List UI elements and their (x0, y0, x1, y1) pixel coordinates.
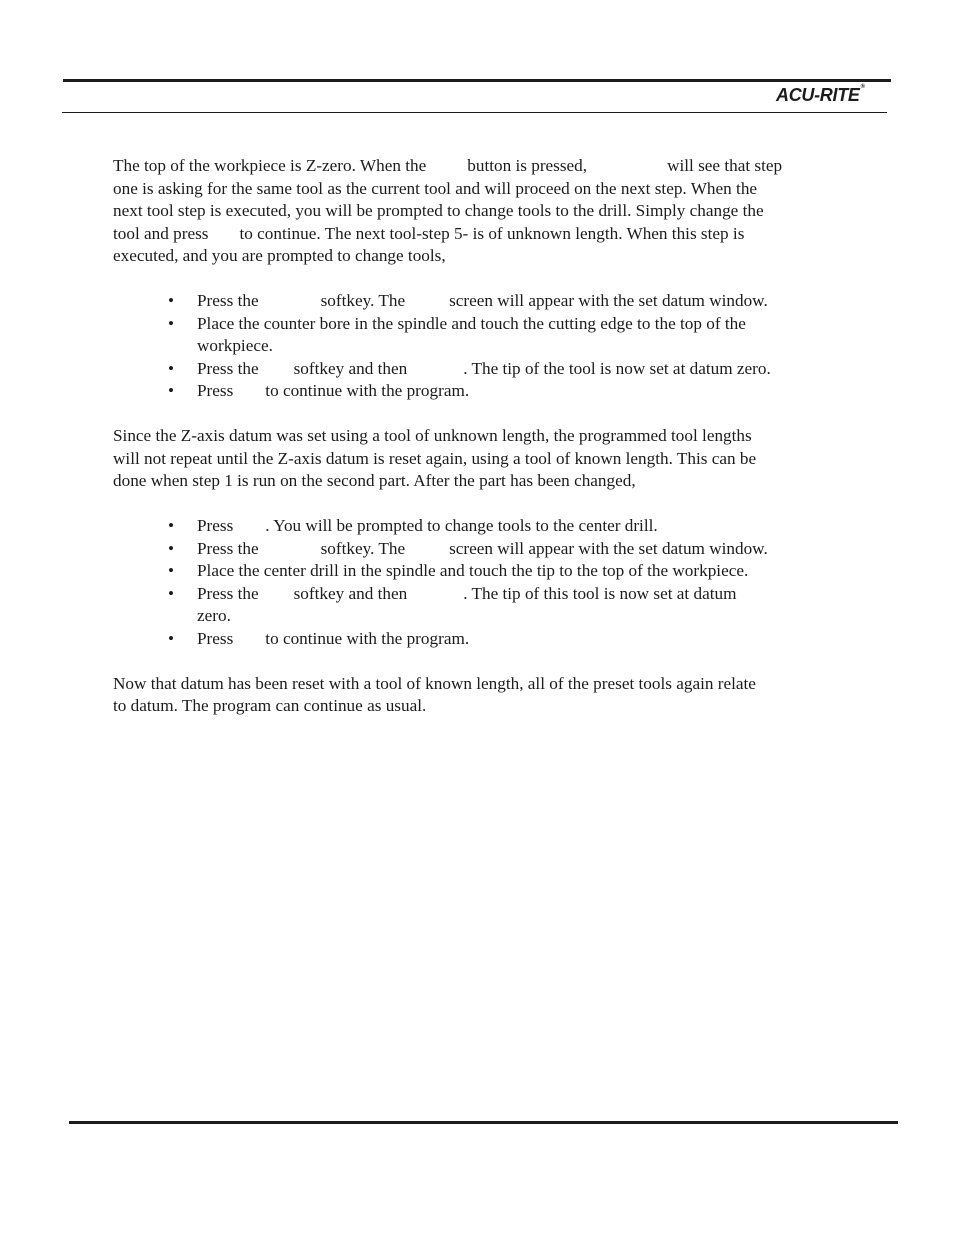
text-line: one is asking for the same tool as the current tool and will proceed on the next step. When the (113, 178, 758, 198)
list-item: • Place the counter bore in the spindle and touch the cutting edge to the top of the workpiece. (168, 313, 746, 355)
list-item: • Press . You will be prompted to change tools to the center drill. (113, 515, 843, 538)
header-rule (63, 79, 891, 82)
bullet: • (168, 561, 175, 580)
list-item: • Press the softkey and then . The tip of the tool is now set at datum zero. (113, 358, 843, 381)
footer-rule (69, 1121, 898, 1124)
text-line: next tool step is executed, you will be prompted to change tools to the drill. Simply change the (113, 201, 764, 220)
steps-list-reset-datum (113, 515, 843, 650)
bullet: • (168, 538, 175, 558)
bullet: • (168, 628, 175, 648)
text-line: to datum. The program can continue as usual. (113, 696, 427, 715)
text-line: done when step 1 is run on the second part. After the part has been changed, (113, 471, 636, 490)
paragraph-conclusion (113, 673, 843, 718)
bullet: • (168, 583, 175, 603)
list-item: • Press to continue with the program. (113, 628, 843, 651)
steps-list-unknown-length (113, 290, 843, 403)
text-line: executed, and you are prompted to change tools, (113, 246, 446, 265)
bullet: • (168, 381, 175, 400)
list-item: • Press to continue with the program. (113, 380, 843, 403)
paragraph-intro (113, 155, 843, 268)
list-item: • Press the softkey and then . The tip of this tool is now set at datum zero. (168, 583, 737, 625)
header-subrule (62, 112, 887, 113)
text-line: Now that datum has been reset with a tool of known length, all of the preset tools again relate (113, 673, 756, 693)
bullet: • (168, 516, 175, 535)
paragraph-datum-note (113, 425, 843, 493)
bullet: • (168, 291, 175, 310)
text-line: Since the Z-axis datum was set using a tool of unknown length, the programmed tool lengths (113, 426, 752, 445)
bullet: • (168, 313, 175, 333)
text-line: tool and press to continue. The next tool-step 5- is of unknown length. When this step is (113, 223, 745, 243)
text-line: will not repeat until the Z-axis datum is reset again, using a tool of known length. This can be (113, 448, 757, 468)
list-item: • Press the softkey. The screen will appear with the set datum window. (113, 290, 843, 313)
list-item: • Place the center drill in the spindle and touch the tip to the top of the workpiece. (113, 560, 843, 583)
bullet: • (168, 358, 175, 378)
text-line: The top of the workpiece is Z-zero. When the button is pressed, will see that step (113, 156, 783, 175)
list-item: • Press the softkey. The screen will appear with the set datum window. (113, 538, 843, 561)
acu-rite-logo: ACU-RITE® (776, 84, 865, 105)
page-body (113, 155, 843, 718)
